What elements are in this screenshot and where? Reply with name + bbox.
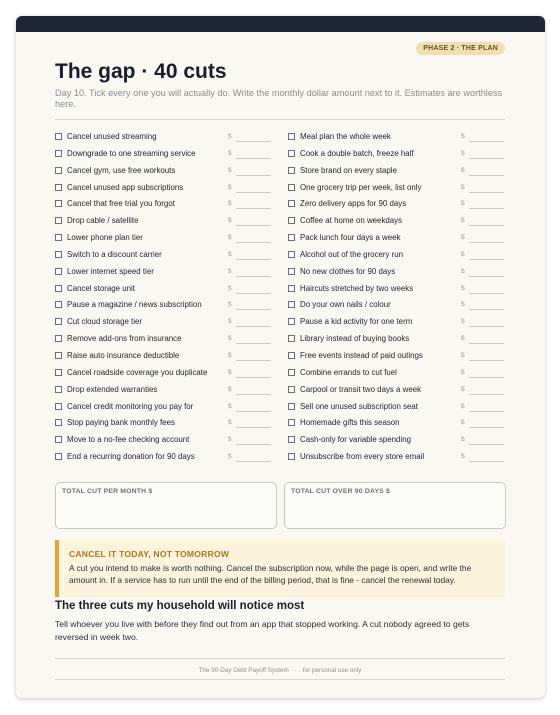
amount-input-line[interactable] [236,444,271,445]
cut-label: Coffee at home on weekdays [300,216,403,226]
dollar-sign: $ [228,267,232,275]
amount-input-line[interactable] [469,444,504,445]
cut-label: Drop extended warranties [67,384,158,394]
divider [55,119,505,120]
cut-label: Stop paying bank monthly fees [67,418,175,428]
amount-input-line[interactable] [469,377,504,378]
dollar-sign: $ [461,335,465,343]
dollar-sign: $ [461,318,465,326]
dollar-sign: $ [461,133,465,140]
amount-input-line[interactable] [469,461,504,462]
cut-label: Remove add-ons from insurance [67,334,182,344]
dollar-sign: $ [228,149,232,157]
cut-label: Cut cloud storage tier [67,317,142,327]
cut-label: Cook a double batch, freeze half [300,148,414,158]
dollar-sign: $ [228,436,232,444]
amount-input-line[interactable] [469,175,504,176]
dollar-sign: $ [461,402,465,410]
checkbox[interactable] [288,285,295,292]
amount-input-line[interactable] [469,309,504,310]
amount-input-line[interactable] [469,242,504,243]
cut-label: Cancel credit monitoring you pay for [67,401,194,411]
dollar-sign: $ [228,335,232,343]
amount-input-line[interactable] [469,141,504,142]
checkbox[interactable] [288,369,295,376]
checkbox[interactable] [55,133,62,140]
dollar-sign: $ [228,133,232,140]
cut-label: Raise auto insurance deductible [67,350,180,360]
cut-label: Downgrade to one streaming service [67,148,196,158]
checkbox[interactable] [55,335,62,342]
footer-separator: · [294,667,297,674]
amount-input-line[interactable] [236,208,271,209]
amount-input-line[interactable] [236,192,271,193]
cut-label: Carpool or transit two days a week [300,384,422,394]
dollar-sign: $ [461,200,465,208]
dollar-sign: $ [228,217,232,225]
dollar-sign: $ [228,402,232,410]
checkbox[interactable] [288,318,295,325]
checkbox[interactable] [288,133,295,140]
amount-input-line[interactable] [236,158,271,159]
cut-label: Do your own nails / colour [300,300,391,310]
checkbox[interactable] [55,200,62,207]
worksheet-page [16,16,545,698]
amount-input-line[interactable] [236,427,271,428]
checkbox[interactable] [55,436,62,443]
cut-label: Cancel that free trial you forgot [67,199,175,209]
dollar-sign: $ [228,234,232,242]
amount-input-line[interactable] [236,141,271,142]
cut-label: Cancel unused app subscriptions [67,182,184,192]
checkbox[interactable] [288,150,295,157]
total-per-month-field[interactable] [55,482,277,529]
cut-label: No new clothes for 90 days [300,266,396,276]
amount-input-line[interactable] [469,411,504,412]
amount-input-line[interactable] [469,427,504,428]
cut-label: One grocery trip per week, list only [300,182,422,192]
amount-input-line[interactable] [236,377,271,378]
amount-input-line[interactable] [469,225,504,226]
checkbox[interactable] [55,386,62,393]
top-band [16,16,545,32]
dollar-sign: $ [228,284,232,292]
dollar-sign: $ [228,453,232,461]
checkbox[interactable] [55,453,62,460]
checkbox[interactable] [288,403,295,410]
dollar-sign: $ [461,419,465,427]
dollar-sign: $ [228,419,232,427]
dollar-sign: $ [228,301,232,309]
cut-label: Sell one unused subscription seat [300,401,418,411]
checkbox[interactable] [288,352,295,359]
amount-input-line[interactable] [469,394,504,395]
dollar-sign: $ [228,318,232,326]
cut-label: Pack lunch four days a week [300,233,401,243]
amount-input-line[interactable] [236,411,271,412]
section-body: Tell whoever you live with before they find out from an app that stopped working. A cut nobody agreed to gets reversed in week two. [55,619,470,642]
amount-input-line[interactable] [469,158,504,159]
cut-label: Store brand on every staple [300,165,397,175]
dollar-sign: $ [461,234,465,242]
checkbox[interactable] [288,386,295,393]
dollar-sign: $ [228,166,232,174]
amount-input-line[interactable] [236,461,271,462]
cut-label: Lower internet speed tier [67,266,154,276]
cut-label: Homemade gifts this season [300,418,400,428]
dollar-sign: $ [461,436,465,444]
checkbox[interactable] [55,419,62,426]
amount-input-line[interactable] [236,225,271,226]
checkbox[interactable] [55,352,62,359]
section-heading: The three cuts my household will notice most [55,600,305,612]
amount-input-line[interactable] [236,259,271,260]
amount-input-line[interactable] [236,175,271,176]
page-subtitle: Day 10. Tick every one you will actually do. Write the monthly dollar amount next to it. Estimates are worthless here. [55,88,503,109]
dollar-sign: $ [228,250,232,258]
total-per-month-label: TOTAL CUT PER MONTH $ [62,488,153,495]
total-90-days-label: TOTAL CUT OVER 90 DAYS $ [291,488,390,495]
amount-input-line[interactable] [236,242,271,243]
checkbox[interactable] [288,234,295,241]
checkbox[interactable] [55,318,62,325]
cut-label: Free events instead of paid outings [300,350,423,360]
cut-label: Alcohol out of the grocery run [300,249,404,259]
amount-input-line[interactable] [236,343,271,344]
cut-label: Cancel unused streaming [67,132,157,141]
checkbox[interactable] [288,419,295,426]
amount-input-line[interactable] [236,309,271,310]
footer-note: for personal use only [302,667,362,674]
dollar-sign: $ [461,250,465,258]
checkbox[interactable] [55,150,62,157]
cut-label: Unsubscribe from every store email [300,452,425,462]
cut-label: Haircuts stretched by two weeks [300,283,414,293]
footer-divider-bottom [55,679,505,680]
callout-heading: CANCEL IT TODAY, NOT TOMORROW [69,549,230,559]
checkbox[interactable] [55,234,62,241]
checkbox[interactable] [288,453,295,460]
total-90-days-field[interactable] [284,482,506,529]
cut-label: Cancel gym, use free workouts [67,165,176,175]
cut-label: Combine errands to cut fuel [300,367,397,377]
dollar-sign: $ [461,166,465,174]
cut-label: Switch to a discount carrier [67,249,162,259]
amount-input-line[interactable] [469,326,504,327]
checkbox[interactable] [55,301,62,308]
cut-label: Pause a magazine / news subscription [67,300,202,310]
dollar-sign: $ [228,351,232,359]
dollar-sign: $ [228,385,232,393]
cut-label: Cancel storage unit [67,283,135,293]
amount-input-line[interactable] [469,259,504,260]
dollar-sign: $ [461,453,465,461]
dollar-sign: $ [228,183,232,191]
amount-input-line[interactable] [236,360,271,361]
cut-label: Lower phone plan tier [67,233,143,243]
dollar-sign: $ [461,149,465,157]
checkbox[interactable] [55,268,62,275]
footer-brand: The 90-Day Debt Payoff System [198,667,289,674]
checkbox[interactable] [55,167,62,174]
checkbox[interactable] [288,167,295,174]
footer [55,667,505,674]
dollar-sign: $ [461,267,465,275]
amount-input-line[interactable] [469,293,504,294]
cut-label: End a recurring donation for 90 days [67,452,195,462]
dollar-sign: $ [461,368,465,376]
checkbox[interactable] [288,200,295,207]
dollar-sign: $ [461,351,465,359]
amount-input-line[interactable] [236,293,271,294]
cut-label: Drop cable / satellite [67,216,139,226]
cut-label: Meal plan the whole week [300,132,391,141]
dollar-sign: $ [461,385,465,393]
checkbox[interactable] [55,217,62,224]
checkbox[interactable] [288,335,295,342]
callout-box [55,540,505,597]
checkbox[interactable] [288,268,295,275]
callout-body: A cut you intend to make is worth nothing. Cancel the subscription now, while the page is open, and write the amount in. If a service has to run until the end of the billing period, that is fine - cancel the renewal today. [69,563,472,585]
cut-label: Move to a no-fee checking account [67,435,190,445]
cut-label: Zero delivery apps for 90 days [300,199,407,209]
dollar-sign: $ [461,183,465,191]
amount-input-line[interactable] [236,394,271,395]
page-title: The gap · 40 cuts [55,60,227,83]
cut-label: Pause a kid activity for one term [300,317,413,327]
checkbox[interactable] [55,285,62,292]
amount-input-line[interactable] [469,343,504,344]
cut-label: Cash-only for variable spending [300,435,411,445]
phase-badge: PHASE 2 · THE PLAN [416,42,505,55]
amount-input-line[interactable] [469,360,504,361]
amount-input-line[interactable] [469,192,504,193]
checkbox[interactable] [288,436,295,443]
amount-input-line[interactable] [236,276,271,277]
checkbox[interactable] [55,251,62,258]
checkbox[interactable] [288,217,295,224]
cut-label: Cancel roadside coverage you duplicate [67,367,208,377]
footer-divider-top [55,658,505,659]
checkbox[interactable] [288,301,295,308]
checkbox[interactable] [55,403,62,410]
cut-label: Library instead of buying books [300,334,410,344]
checkbox[interactable] [288,184,295,191]
dollar-sign: $ [228,200,232,208]
checkbox[interactable] [288,251,295,258]
amount-input-line[interactable] [469,276,504,277]
amount-input-line[interactable] [469,208,504,209]
checkbox[interactable] [55,369,62,376]
dollar-sign: $ [461,301,465,309]
dollar-sign: $ [461,284,465,292]
amount-input-line[interactable] [236,326,271,327]
dollar-sign: $ [228,368,232,376]
checkbox[interactable] [55,184,62,191]
dollar-sign: $ [461,217,465,225]
